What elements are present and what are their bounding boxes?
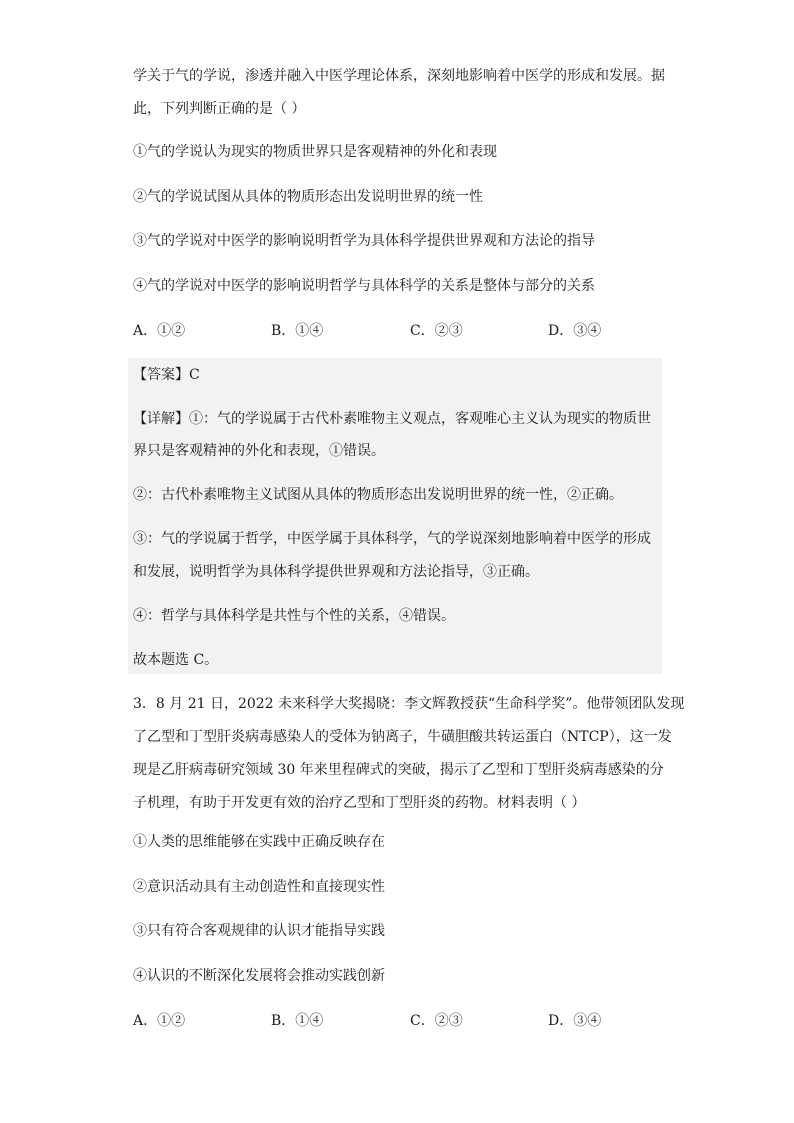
q2-stem-line-2: 此，下列判断正确的是（ ）: [133, 101, 306, 117]
q3-option-1: ①人类的思维能够在实践中正确反映存在: [133, 834, 385, 850]
q3-stem-line-3: 现是乙肝病毒研究领域 30 年来里程碑式的突破，揭示了乙型和丁型肝炎病毒感染的分: [133, 762, 664, 778]
q3-option-2: ②意识活动具有主动创造性和直接现实性: [133, 879, 385, 895]
q3-stem-line-2: 了乙型和丁型肝炎病毒感染人的受体为钠离子，牛磺胆酸共转运蛋白（NTCP），这一发: [133, 729, 672, 745]
q2-choice-b: B．①④: [271, 323, 324, 339]
q3-stem-line-4: 子机理，有助于开发更有效的治疗乙型和丁型肝炎的药物。材料表明（ ）: [133, 795, 586, 811]
detail-line-2: 界只是客观精神的外化和表现，①错误。: [133, 443, 385, 459]
q2-option-3: ③气的学说对中医学的影响说明哲学为具体科学提供世界观和方法论的指导: [133, 233, 595, 249]
answer-panel: [128, 358, 662, 674]
q3-stem-line-1: 3．8 月 21 日，2022 未来科学大奖揭晓：李文辉教授获“生命科学奖”。他带领团队发现: [133, 696, 685, 712]
q2-choice-c: C．②③: [410, 323, 463, 339]
q2-choice-d: D．③④: [548, 323, 602, 339]
q2-option-4: ④气的学说对中医学的影响说明哲学与具体科学的关系是整体与部分的关系: [133, 278, 595, 294]
q3-choice-b: B．①④: [271, 1013, 324, 1029]
answer-line: 【答案】C: [133, 367, 200, 383]
q3-choice-c: C．②③: [410, 1013, 463, 1029]
detail-line-7: 故本题选 C。: [133, 652, 219, 668]
detail-line-3: ②：古代朴素唯物主义试图从具体的物质形态出发说明世界的统一性，②正确。: [133, 487, 623, 503]
q3-choice-d: D．③④: [548, 1013, 602, 1029]
q3-choice-a: A．①②: [133, 1013, 186, 1029]
q3-option-3: ③只有符合客观规律的认识才能指导实践: [133, 923, 385, 939]
q2-option-1: ①气的学说认为现实的物质世界只是客观精神的外化和表现: [133, 144, 497, 160]
detail-line-6: ④：哲学与具体科学是共性与个性的关系，④错误。: [133, 608, 455, 624]
q2-choice-a: A．①②: [133, 323, 186, 339]
q2-option-2: ②气的学说试图从具体的物质形态出发说明世界的统一性: [133, 189, 483, 205]
q3-option-4: ④认识的不断深化发展将会推动实践创新: [133, 968, 385, 984]
detail-line-1: 【详解】①：气的学说属于古代朴素唯物主义观点，客观唯心主义认为现实的物质世: [133, 411, 651, 427]
q2-stem-line-1: 学关于气的学说，渗透并融入中医学理论体系，深刻地影响着中医学的形成和发展。据: [133, 68, 665, 84]
detail-line-5: 和发展，说明哲学为具体科学提供世界观和方法论指导，③正确。: [133, 564, 539, 580]
detail-line-4: ③：气的学说属于哲学，中医学属于具体科学，气的学说深刻地影响着中医学的形成: [133, 531, 651, 547]
